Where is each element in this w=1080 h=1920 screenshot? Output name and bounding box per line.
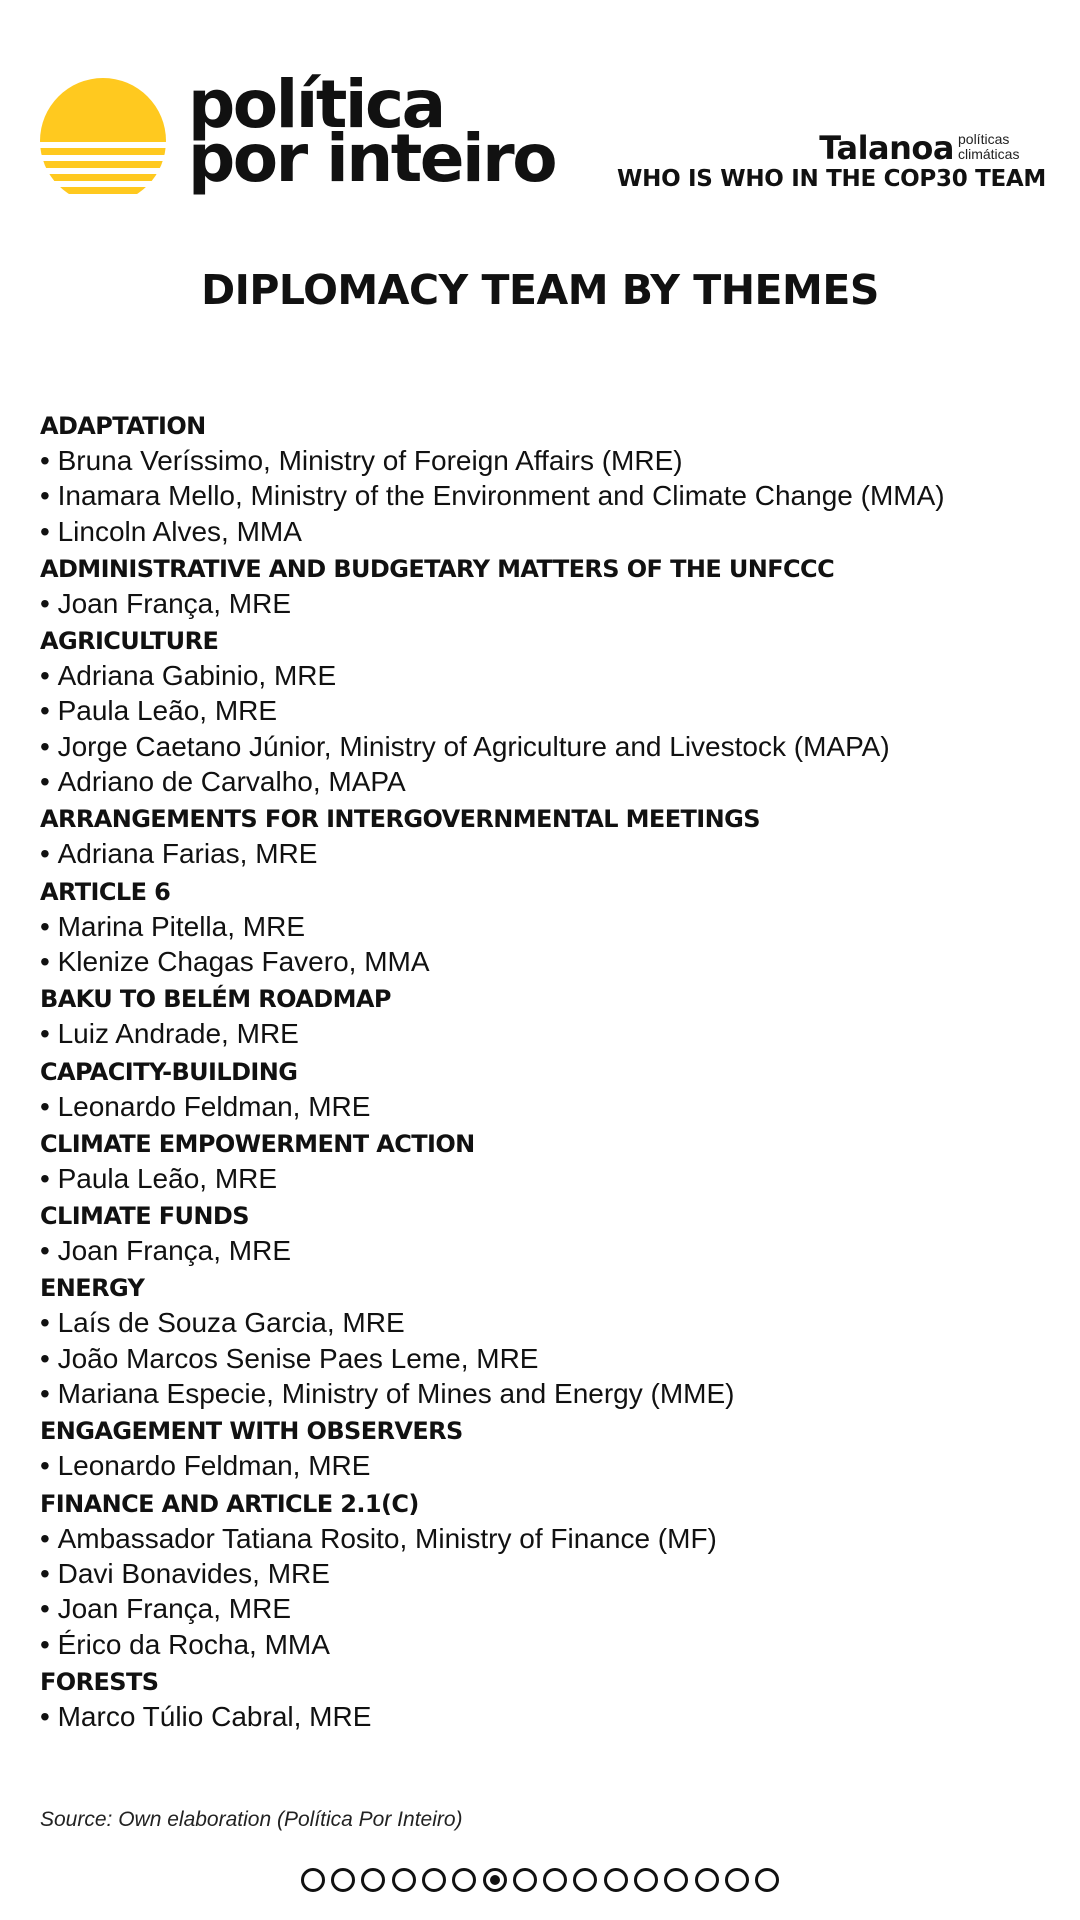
- brand-line-1: política: [188, 66, 444, 143]
- member-item: • Bruna Veríssimo, Ministry of Foreign Affairs (MRE): [40, 443, 1060, 478]
- member-item: • Mariana Especie, Ministry of Mines and Energy (MME): [40, 1376, 1060, 1411]
- member-item: • Marco Túlio Cabral, MRE: [40, 1699, 1060, 1734]
- partner-subtitle-line-2: climáticas: [958, 146, 1020, 162]
- member-item: • Leonardo Feldman, MRE: [40, 1448, 1060, 1483]
- pager-dot-active[interactable]: [483, 1868, 507, 1892]
- theme-block: [40, 625, 1060, 799]
- theme-block: [40, 876, 1060, 980]
- member-item: • João Marcos Senise Paes Leme, MRE: [40, 1341, 1060, 1376]
- member-item: • Joan França, MRE: [40, 1233, 1060, 1268]
- pager-dot[interactable]: [301, 1868, 325, 1892]
- partner-logo: [746, 130, 1046, 166]
- pager-dot[interactable]: [543, 1868, 567, 1892]
- theme-block: [40, 1488, 1060, 1662]
- pager-dot[interactable]: [331, 1868, 355, 1892]
- pager-dot[interactable]: [361, 1868, 385, 1892]
- theme-title: AGRICULTURE: [40, 627, 219, 656]
- sun-logo-icon: [40, 78, 166, 204]
- header-caption: WHO IS WHO IN THE COP30 TEAM: [617, 166, 1046, 192]
- theme-block: [40, 410, 1060, 549]
- member-item: • Adriana Farias, MRE: [40, 836, 1060, 871]
- member-item: • Érico da Rocha, MMA: [40, 1627, 1060, 1662]
- pager-dot[interactable]: [452, 1868, 476, 1892]
- partner-subtitle-line-1: políticas: [958, 131, 1010, 147]
- partner-name: Talanoa: [819, 129, 954, 167]
- member-item: • Marina Pitella, MRE: [40, 909, 1060, 944]
- member-item: • Paula Leão, MRE: [40, 1161, 1060, 1196]
- pager-dot[interactable]: [725, 1868, 749, 1892]
- pager-dot[interactable]: [392, 1868, 416, 1892]
- pager-dot[interactable]: [664, 1868, 688, 1892]
- member-item: • Joan França, MRE: [40, 586, 1060, 621]
- theme-block: [40, 1128, 1060, 1196]
- pager-dot[interactable]: [634, 1868, 658, 1892]
- theme-block: [40, 1272, 1060, 1411]
- pager-dot[interactable]: [755, 1868, 779, 1892]
- theme-block: [40, 553, 1060, 621]
- member-item: • Adriano de Carvalho, MAPA: [40, 764, 1060, 799]
- pager-dot[interactable]: [422, 1868, 446, 1892]
- theme-block: [40, 1200, 1060, 1268]
- member-item: • Leonardo Feldman, MRE: [40, 1089, 1060, 1124]
- theme-title: CAPACITY-BUILDING: [40, 1057, 298, 1086]
- member-item: • Luiz Andrade, MRE: [40, 1016, 1060, 1051]
- theme-title: FORESTS: [40, 1667, 159, 1696]
- member-item: • Laís de Souza Garcia, MRE: [40, 1305, 1060, 1340]
- theme-title: ADAPTATION: [40, 412, 206, 440]
- page-title: DIPLOMACY TEAM BY THEMES: [201, 266, 879, 314]
- theme-title: ARTICLE 6: [40, 877, 171, 906]
- member-item: • Inamara Mello, Ministry of the Environment and Climate Change (MMA): [40, 478, 1060, 513]
- theme-block: [40, 803, 1060, 871]
- member-item: • Lincoln Alves, MMA: [40, 514, 1060, 549]
- theme-title: CLIMATE FUNDS: [40, 1202, 249, 1231]
- member-item: • Klenize Chagas Favero, MMA: [40, 944, 1060, 979]
- theme-block: [40, 1415, 1060, 1483]
- theme-block: [40, 983, 1060, 1051]
- member-item: • Jorge Caetano Júnior, Ministry of Agriculture and Livestock (MAPA): [40, 729, 1060, 764]
- theme-block: [40, 1666, 1060, 1734]
- pager-dot[interactable]: [573, 1868, 597, 1892]
- member-item: • Ambassador Tatiana Rosito, Ministry of Finance (MF): [40, 1521, 1060, 1556]
- themes-list: [40, 410, 1060, 1738]
- theme-title: ARRANGEMENTS FOR INTERGOVERNMENTAL MEETINGS: [40, 805, 760, 834]
- theme-title: ADMINISTRATIVE AND BUDGETARY MATTERS OF THE UNFCCC: [40, 554, 835, 583]
- header: [0, 0, 1080, 230]
- theme-title: FINANCE AND ARTICLE 2.1(C): [40, 1489, 419, 1518]
- theme-title: CLIMATE EMPOWERMENT ACTION: [40, 1129, 475, 1158]
- theme-title: ENGAGEMENT WITH OBSERVERS: [40, 1417, 463, 1446]
- carousel-pager: [0, 1868, 1080, 1896]
- partner-subtitle: [958, 132, 1046, 162]
- member-item: • Joan França, MRE: [40, 1591, 1060, 1626]
- pager-dot[interactable]: [695, 1868, 719, 1892]
- pager-dot[interactable]: [513, 1868, 537, 1892]
- source-note: Source: Own elaboration (Política Por Inteiro): [40, 1808, 463, 1831]
- brand-wordmark: [188, 66, 556, 197]
- member-item: • Paula Leão, MRE: [40, 693, 1060, 728]
- member-item: • Adriana Gabinio, MRE: [40, 658, 1060, 693]
- brand-line-2: por inteiro: [188, 120, 556, 197]
- theme-title: ENERGY: [40, 1274, 145, 1303]
- theme-title: BAKU TO BELÉM ROADMAP: [40, 985, 391, 1014]
- pager-dot[interactable]: [604, 1868, 628, 1892]
- member-item: • Davi Bonavides, MRE: [40, 1556, 1060, 1591]
- theme-block: [40, 1056, 1060, 1124]
